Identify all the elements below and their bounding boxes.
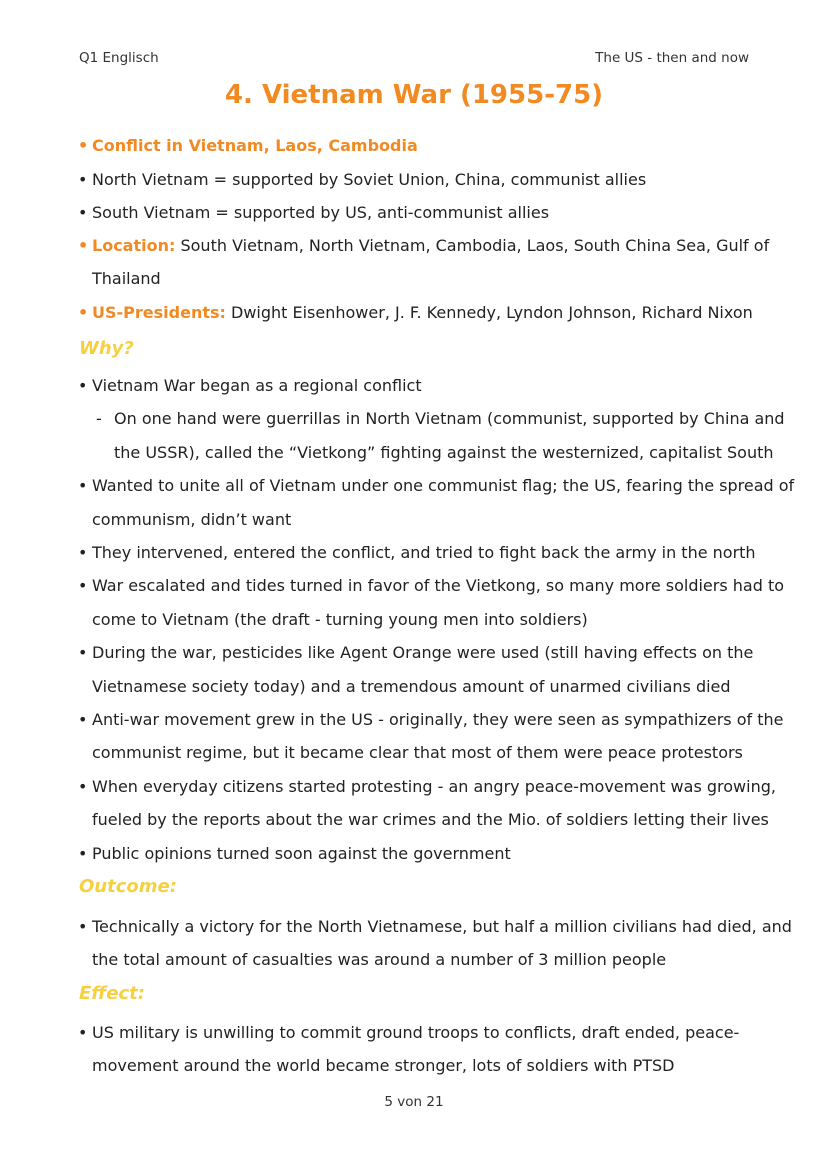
list-item-location bbox=[0, 229, 828, 262]
list-item-presidents bbox=[0, 296, 828, 329]
list-item bbox=[0, 770, 828, 803]
location-text: South Vietnam, North Vietnam, Cambodia, Laos, South China Sea, Gulf of bbox=[175, 236, 770, 255]
bullet-icon: • bbox=[78, 203, 88, 222]
list-item-text: Anti-war movement grew in the US - originally, they were seen as sympathizers of the bbox=[92, 710, 784, 729]
bullet-icon: • bbox=[78, 576, 88, 595]
bullet-icon: • bbox=[78, 170, 88, 189]
section-heading-why: Why? bbox=[79, 338, 134, 359]
list-item-text: Vietnam War began as a regional conflict bbox=[92, 376, 422, 395]
list-item-text: the total amount of casualties was around a number of 3 million people bbox=[92, 950, 667, 969]
list-item bbox=[0, 536, 828, 569]
bullet-icon: • bbox=[78, 476, 88, 495]
bullet-icon: • bbox=[78, 917, 88, 936]
presidents-label: US-Presidents: bbox=[92, 303, 226, 322]
page-number: 5 von 21 bbox=[384, 1094, 444, 1110]
page-title: 4. Vietnam War (1955-75) bbox=[224, 80, 604, 110]
sub-list-item-continuation bbox=[0, 436, 828, 469]
list-item-text: War escalated and tides turned in favor of the Vietkong, so many more soldiers had to bbox=[92, 576, 785, 595]
bullet-icon: • bbox=[78, 236, 89, 255]
bullet-icon: • bbox=[78, 710, 88, 729]
list-item bbox=[0, 703, 828, 736]
list-item bbox=[0, 369, 828, 402]
list-item-continuation bbox=[0, 670, 828, 703]
bullet-icon: • bbox=[78, 1023, 88, 1042]
dash-icon: - bbox=[96, 409, 102, 428]
list-item-continuation bbox=[0, 262, 828, 295]
list-item bbox=[0, 837, 828, 870]
list-item-text: During the war, pesticides like Agent Orange were used (still having effects on the bbox=[92, 643, 754, 662]
list-item-text: When everyday citizens started protesting - an angry peace-movement was growing, bbox=[92, 777, 776, 796]
header-course: Q1 Englisch bbox=[79, 50, 159, 66]
list-item-text: They intervened, entered the conflict, and tried to fight back the army in the north bbox=[92, 543, 756, 562]
bullet-icon: • bbox=[78, 136, 89, 155]
list-item bbox=[0, 910, 828, 943]
list-item-text: Conflict in Vietnam, Laos, Cambodia bbox=[92, 136, 418, 155]
list-item-continuation bbox=[0, 603, 828, 636]
list-item-text: Vietnamese society today) and a tremendous amount of unarmed civilians died bbox=[92, 677, 731, 696]
sub-list-item-text: the USSR), called the “Vietkong” fighting against the westernized, capitalist South bbox=[114, 443, 774, 462]
list-item-continuation bbox=[0, 503, 828, 536]
bullet-icon: • bbox=[78, 543, 88, 562]
list-item bbox=[0, 569, 828, 602]
list-item bbox=[0, 1016, 828, 1049]
list-item bbox=[0, 636, 828, 669]
list-item-text: movement around the world became stronger, lots of soldiers with PTSD bbox=[92, 1056, 675, 1075]
sub-list-item-text: On one hand were guerrillas in North Vietnam (communist, supported by China and bbox=[114, 409, 785, 428]
list-item-text: communism, didn’t want bbox=[92, 510, 292, 529]
list-item-text: Public opinions turned soon against the government bbox=[92, 844, 511, 863]
header-topic: The US - then and now bbox=[595, 50, 749, 66]
location-label: Location: bbox=[92, 236, 176, 255]
list-item-continuation bbox=[0, 1049, 828, 1082]
bullet-icon: • bbox=[78, 303, 89, 322]
list-item bbox=[0, 196, 828, 229]
list-item-text: US military is unwilling to commit ground troops to conflicts, draft ended, peace- bbox=[92, 1023, 740, 1042]
list-item-text: Wanted to unite all of Vietnam under one communist flag; the US, fearing the spread of bbox=[92, 476, 795, 495]
list-item bbox=[0, 129, 828, 162]
list-item-continuation bbox=[0, 736, 828, 769]
list-item-text: come to Vietnam (the draft - turning young men into soldiers) bbox=[92, 610, 588, 629]
list-item-text: communist regime, but it became clear that most of them were peace protestors bbox=[92, 743, 743, 762]
list-item-continuation bbox=[0, 943, 828, 976]
location-text-continued: Thailand bbox=[92, 269, 161, 288]
list-item-text: fueled by the reports about the war crimes and the Mio. of soldiers letting their lives bbox=[92, 810, 769, 829]
bullet-icon: • bbox=[78, 643, 88, 662]
list-item-continuation bbox=[0, 803, 828, 836]
presidents-text: Dwight Eisenhower, J. F. Kennedy, Lyndon Johnson, Richard Nixon bbox=[225, 303, 753, 322]
list-item bbox=[0, 469, 828, 502]
bullet-icon: • bbox=[78, 777, 88, 796]
list-item-text: South Vietnam = supported by US, anti-communist allies bbox=[92, 203, 550, 222]
section-heading-outcome: Outcome: bbox=[79, 876, 177, 897]
list-item bbox=[0, 163, 828, 196]
list-item-text: Technically a victory for the North Vietnamese, but half a million civilians had died, and bbox=[92, 917, 792, 936]
sub-list-item bbox=[0, 402, 828, 435]
list-item-text: North Vietnam = supported by Soviet Union, China, communist allies bbox=[92, 170, 647, 189]
bullet-icon: • bbox=[78, 376, 88, 395]
bullet-icon: • bbox=[78, 844, 88, 863]
section-heading-effect: Effect: bbox=[79, 983, 145, 1004]
